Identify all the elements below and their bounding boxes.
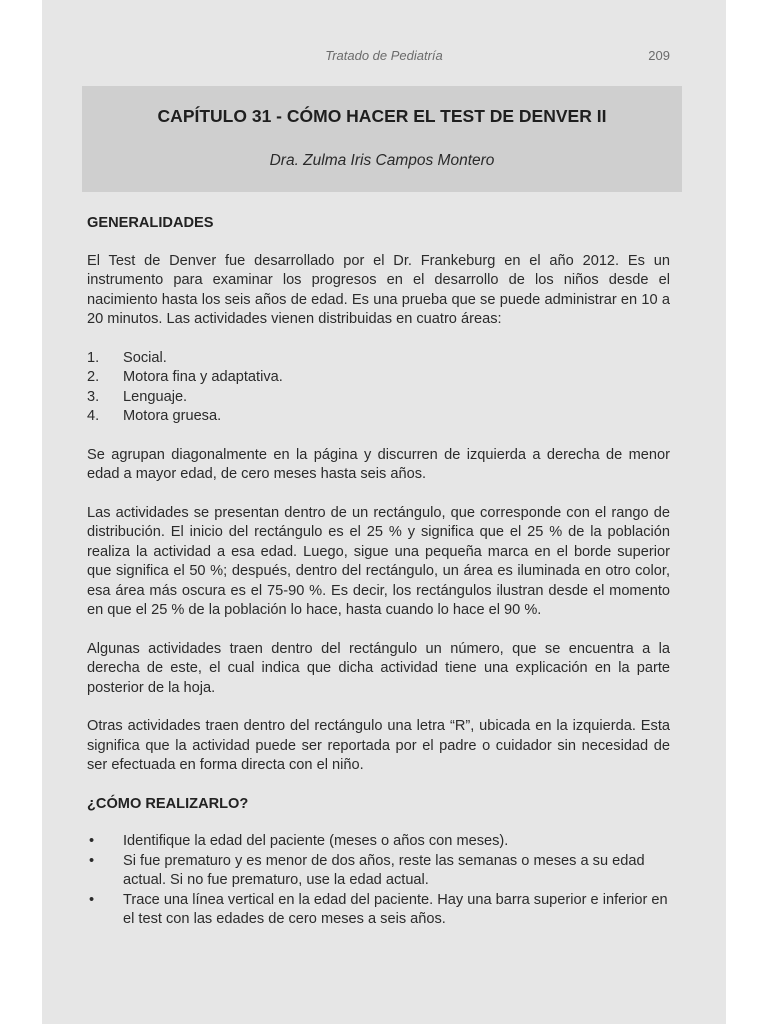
list-item-text: Social. [123, 349, 167, 366]
chapter-heading-box [82, 86, 682, 192]
list-number: 3. [87, 388, 100, 405]
list-number: 2. [87, 369, 100, 385]
list-item-text: Motora gruesa. [123, 408, 222, 424]
list-item-text: Motora fina y adaptativa. [123, 369, 283, 385]
list-item [87, 388, 670, 408]
chapter-title: CAPÍTULO 31 - CÓMO HACER EL TEST DE DENVER II [157, 106, 607, 126]
list-item [87, 368, 670, 388]
list-item [87, 852, 670, 891]
page-number: 209 [648, 48, 670, 63]
list-item [87, 407, 670, 427]
steps-list [87, 832, 670, 930]
paragraph-intro: El Test de Denver fue desarrollado por el Dr. Frankeburg en el año 2012. Es un instrumento para examinar los progresos en el desarrollo de los niños desde el nacimiento hasta los seis años de edad. Es una prueba que se puede administrar en 10 a 20 minutos. Las actividades vienen distribuidas en cuatro áreas: [87, 252, 670, 327]
page-content [87, 214, 670, 930]
paragraph-distribution: Se agrupan diagonalmente en la página y discurren de izquierda a derecha de menor edad a mayor edad, de cero meses hasta seis años. [87, 446, 670, 482]
list-item-text: Si fue prematuro y es menor de dos años, reste las semanas o meses a su edad actual. Si no fue prematuro, use la edad actual. [123, 852, 645, 888]
list-number: 1. [87, 349, 100, 366]
bullet-icon: • [89, 891, 95, 908]
running-header [42, 48, 726, 68]
list-item [87, 832, 670, 852]
list-item-text: Identifique la edad del paciente (meses o años con meses). [123, 833, 509, 849]
section-heading-como-realizarlo: ¿CÓMO REALIZARLO? [87, 795, 249, 812]
book-title: Tratado de Pediatría [325, 48, 443, 63]
section-heading-generalidades: GENERALIDADES [87, 215, 214, 231]
paragraph-rectangles: Las actividades se presentan dentro de un rectángulo, que corresponde con el rango de distribución. El inicio del rectángulo es el 25 % y significa que el 25 % de la población realiza la actividad a esa edad. Luego, sigue una pequeña marca en el borde superior que significa el 50 %; después, dentro del rectángulo, un área es iluminada en otro color, esa área más oscura es el 75-90 %. Es decir, los rectángulos ilustran desde el momento en que el 25 % de la población lo hace, hasta cuando lo hace el 90 %. [87, 504, 670, 618]
list-number: 4. [87, 408, 100, 424]
paragraph-letter-r: Otras actividades traen dentro del rectángulo una letra “R”, ubicada en la izquierda. Esta significa que la actividad puede ser reportada por el padre o cuidador sin necesidad de ser efectuada en forma directa con el niño. [87, 718, 670, 773]
list-item-text: Lenguaje. [123, 388, 188, 405]
book-page [42, 0, 726, 1024]
list-item [87, 349, 670, 369]
paragraph-numbers: Algunas actividades traen dentro del rectángulo un número, que se encuentra a la derecha de este, el cual indica que dicha actividad tiene una explicación en la parte posterior de la hoja. [87, 640, 670, 696]
bullet-icon: • [89, 833, 95, 849]
bullet-icon: • [89, 852, 95, 869]
areas-list [87, 349, 670, 427]
list-item [87, 891, 670, 930]
list-item-text: Trace una línea vertical en la edad del paciente. Hay una barra superior e inferior en el test con las edades de cero meses a seis años. [123, 891, 668, 927]
chapter-author: Dra. Zulma Iris Campos Montero [269, 152, 495, 169]
